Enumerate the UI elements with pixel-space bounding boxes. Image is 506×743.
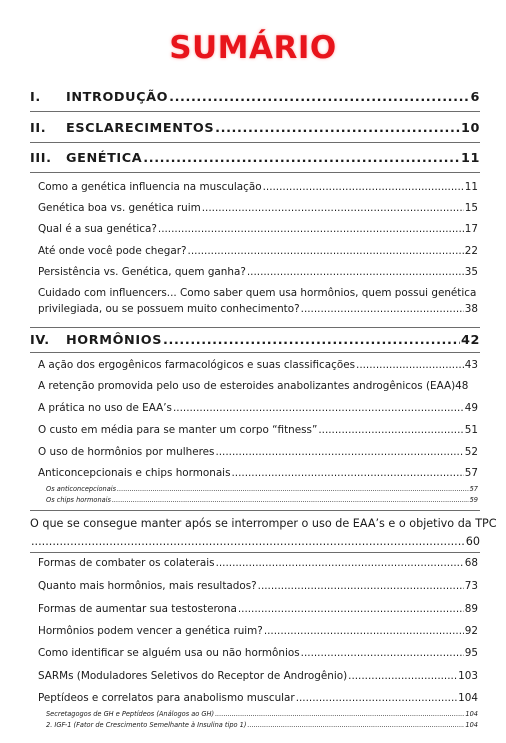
toc-entry[interactable] bbox=[38, 603, 478, 615]
toc-entry[interactable] bbox=[38, 181, 478, 193]
divider bbox=[30, 111, 480, 112]
page-number: 95 bbox=[464, 647, 478, 659]
toc-entry[interactable] bbox=[38, 446, 478, 458]
entry-label-line1: Cuidado com influencers... Como saber quem usa hormônios, quem possui genética bbox=[38, 287, 477, 299]
leader-dots bbox=[31, 533, 465, 551]
entry-label: Os chips hormonais bbox=[46, 496, 111, 504]
entry-label: Qual é a sua genética? bbox=[38, 223, 157, 235]
page-number: 103 bbox=[458, 670, 478, 682]
section-label: HORMÔNIOS bbox=[66, 333, 163, 348]
leader-dots bbox=[301, 302, 464, 318]
page-number: 35 bbox=[464, 266, 478, 278]
entry-label: A ação dos ergogênicos farmacológicos e suas classificações bbox=[38, 359, 356, 371]
page-number: 59 bbox=[469, 496, 478, 504]
leader-dots bbox=[202, 202, 464, 214]
toc-entry[interactable] bbox=[38, 424, 478, 436]
entry-label-line2: privilegiada, ou se possuem muito conhecimento? bbox=[38, 302, 300, 315]
toc-entry[interactable] bbox=[38, 359, 478, 371]
entry-label: Formas de combater os colaterais bbox=[38, 557, 215, 569]
toc-subentry[interactable] bbox=[46, 721, 478, 729]
toc-entry[interactable] bbox=[38, 380, 478, 392]
toc-entry[interactable] bbox=[38, 266, 478, 278]
page-number: 51 bbox=[464, 424, 478, 436]
entry-label: Quanto mais hormônios, mais resultados? bbox=[38, 580, 257, 592]
leader-dots bbox=[318, 424, 463, 436]
page-number: 104 bbox=[465, 721, 478, 729]
page-number: 15 bbox=[464, 202, 478, 214]
page-number: 89 bbox=[464, 603, 478, 615]
entry-label: A retenção promovida pelo uso de esteroides anabolizantes androgênicos (EAA)48 bbox=[38, 380, 469, 392]
leader-dots bbox=[216, 557, 464, 569]
entry-label: Formas de aumentar sua testosterona bbox=[38, 603, 237, 615]
toc-entry[interactable] bbox=[38, 202, 478, 214]
toc-section-esclarecimentos[interactable] bbox=[30, 121, 480, 136]
page-number: 6 bbox=[470, 90, 480, 105]
toc-entry-multiline[interactable] bbox=[30, 515, 497, 551]
leader-dots bbox=[215, 121, 460, 136]
toc-entry[interactable] bbox=[38, 580, 478, 592]
toc-entry[interactable] bbox=[38, 557, 478, 569]
leader-dots bbox=[348, 670, 457, 682]
leader-dots bbox=[117, 485, 469, 493]
toc-entry[interactable] bbox=[38, 223, 478, 235]
leader-dots bbox=[264, 625, 464, 637]
page-number: 57 bbox=[469, 485, 478, 493]
page-number: 57 bbox=[464, 467, 478, 479]
page-number: 43 bbox=[464, 359, 478, 371]
page-number: 42 bbox=[460, 333, 480, 348]
leader-dots bbox=[247, 266, 464, 278]
section-label: INTRODUÇÃO bbox=[66, 90, 169, 105]
section-number: IV. bbox=[30, 333, 50, 348]
leader-dots bbox=[112, 496, 469, 504]
entry-label: Peptídeos e correlatos para anabolismo muscular bbox=[38, 692, 295, 704]
divider bbox=[30, 327, 480, 328]
page-number: 22 bbox=[464, 245, 478, 257]
entry-label: Secretagogos de GH e Peptídeos (Análogos ao GH) bbox=[46, 710, 215, 718]
divider bbox=[30, 172, 480, 173]
page-number: 11 bbox=[464, 181, 478, 193]
toc-subentry[interactable] bbox=[46, 710, 478, 718]
page-title: SUMÁRIO bbox=[169, 30, 337, 66]
entry-label: Persistência vs. Genética, quem ganha? bbox=[38, 266, 246, 278]
entry-label: 2. IGF-1 (Fator de Crescimento Semelhante à Insulina tipo 1) bbox=[46, 721, 247, 729]
entry-label: Como identificar se alguém usa ou não hormônios bbox=[38, 647, 300, 659]
entry-label: O custo em média para se manter um corpo “fitness” bbox=[38, 424, 318, 436]
leader-dots bbox=[258, 580, 464, 592]
leader-dots bbox=[238, 603, 464, 615]
leader-dots bbox=[163, 333, 460, 348]
leader-dots bbox=[169, 90, 469, 105]
toc-entry[interactable] bbox=[38, 647, 478, 659]
page-number: 68 bbox=[464, 557, 478, 569]
entry-label: Os anticoncepcionais bbox=[46, 485, 117, 493]
leader-dots bbox=[188, 245, 464, 257]
leader-dots bbox=[158, 223, 464, 235]
section-number: II. bbox=[30, 121, 47, 136]
entry-last-line bbox=[38, 302, 478, 318]
entry-label: A prática no uso de EAA’s bbox=[38, 402, 172, 414]
toc-section-hormonios[interactable] bbox=[30, 333, 480, 348]
entry-label: Até onde você pode chegar? bbox=[38, 245, 187, 257]
toc-entry[interactable] bbox=[38, 467, 478, 479]
section-number: I. bbox=[30, 90, 41, 105]
toc-entry[interactable] bbox=[38, 625, 478, 637]
toc-section-introducao[interactable] bbox=[30, 90, 480, 105]
toc-entry[interactable] bbox=[38, 402, 478, 414]
page-number: 38 bbox=[464, 302, 478, 315]
section-label: GENÉTICA bbox=[66, 151, 143, 166]
page-number: 11 bbox=[460, 151, 480, 166]
divider bbox=[30, 142, 480, 143]
entry-label: SARMs (Moduladores Seletivos do Receptor de Androgênio) bbox=[38, 670, 348, 682]
toc-subentry[interactable] bbox=[46, 496, 478, 504]
leader-dots bbox=[247, 721, 464, 729]
toc-section-genetica[interactable] bbox=[30, 151, 480, 166]
leader-dots bbox=[296, 692, 457, 704]
entry-label: O uso de hormônios por mulheres bbox=[38, 446, 215, 458]
page-number: 104 bbox=[458, 692, 478, 704]
toc-entry[interactable] bbox=[38, 670, 478, 682]
page-number: 104 bbox=[465, 710, 478, 718]
leader-dots bbox=[356, 359, 464, 371]
divider bbox=[30, 510, 480, 511]
toc-entry[interactable] bbox=[38, 692, 478, 704]
toc-entry[interactable] bbox=[38, 245, 478, 257]
divider bbox=[30, 552, 480, 553]
entry-label: Anticoncepcionais e chips hormonais bbox=[38, 467, 231, 479]
entry-label: Como a genética influencia na musculação bbox=[38, 181, 262, 193]
leader-dots bbox=[301, 647, 464, 659]
page-number: 52 bbox=[464, 446, 478, 458]
divider bbox=[30, 352, 480, 353]
page-number: 73 bbox=[464, 580, 478, 592]
leader-dots bbox=[231, 467, 463, 479]
toc-subentry[interactable] bbox=[46, 485, 478, 493]
entry-label: Hormônios podem vencer a genética ruim? bbox=[38, 625, 263, 637]
section-label: ESCLARECIMENTOS bbox=[66, 121, 215, 136]
page-number: 10 bbox=[460, 121, 480, 136]
leader-dots bbox=[215, 446, 463, 458]
leader-dots bbox=[173, 402, 464, 414]
page-number: 60 bbox=[465, 535, 480, 548]
leader-dots bbox=[215, 710, 464, 718]
leader-dots bbox=[263, 181, 464, 193]
toc-entry-multiline[interactable] bbox=[38, 286, 478, 317]
entry-label-line1: O que se consegue manter após se interromper o uso de EAA’s e o objetivo da TPC bbox=[30, 517, 497, 530]
entry-last-line bbox=[30, 533, 480, 551]
section-number: III. bbox=[30, 151, 52, 166]
page-number: 49 bbox=[464, 402, 478, 414]
leader-dots bbox=[143, 151, 460, 166]
entry-label: Genética boa vs. genética ruim bbox=[38, 202, 201, 214]
page-number: 17 bbox=[464, 223, 478, 235]
page-number: 92 bbox=[464, 625, 478, 637]
